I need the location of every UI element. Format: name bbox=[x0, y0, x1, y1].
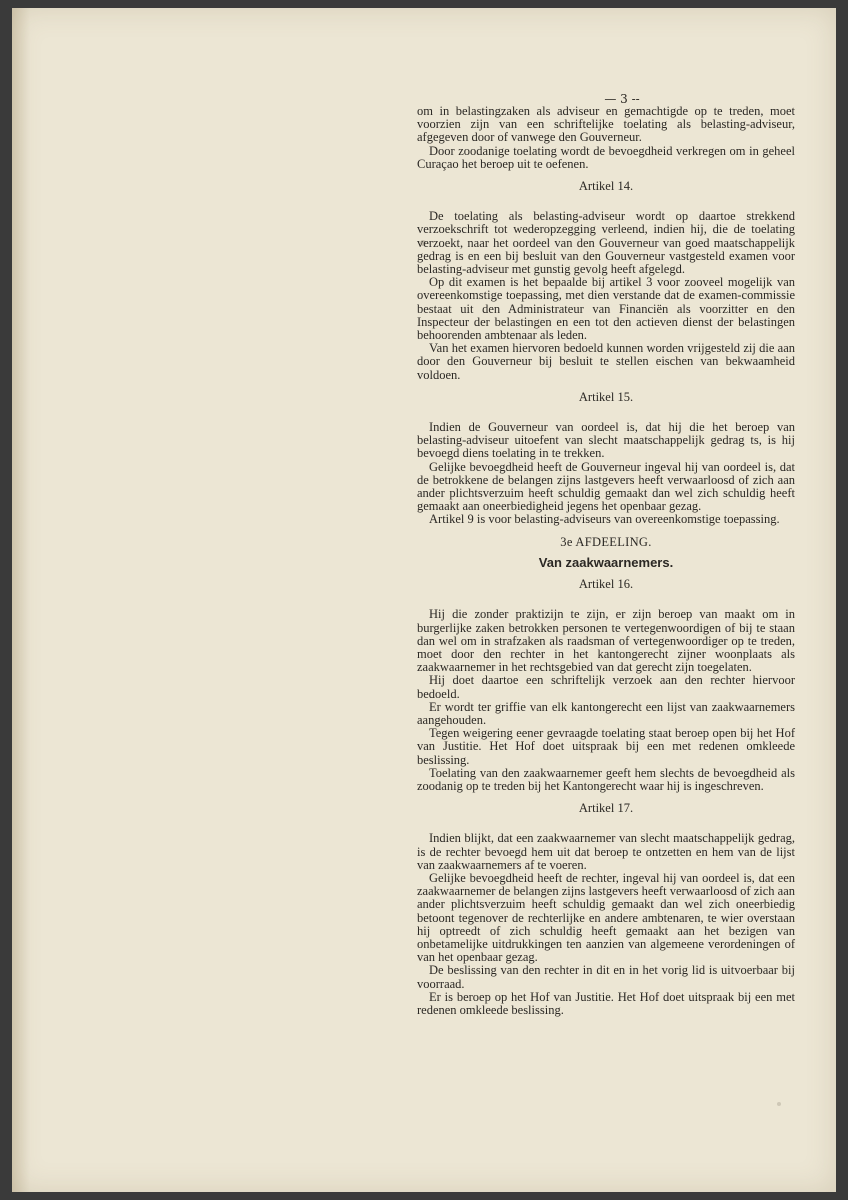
paragraph: Er is beroep op het Hof van Justitie. Het Hof doet uitspraak bij een met redenen omkleede beslissing. bbox=[417, 989, 795, 1017]
paragraph: Door zoodanige toelating wordt de bevoegdheid verkregen om in geheel Curaçao het beroep uit te oefenen. bbox=[417, 143, 795, 171]
article-heading: Artikel 16. bbox=[578, 577, 634, 592]
section-title: Van zaakwaarnemers. bbox=[538, 554, 674, 570]
paragraph: De toelating als belasting-adviseur wordt op daartoe strekkend verzoekschrift tot wederopzegging verleend, indien hij, die de toelating verzoekt, naar het oordeel van den Gouverneur van goed maatschappelijk gedrag is en een bij besluit van den Gouverneur vastgesteld examen voor belasting-adviseur met gunstig gevolg heeft afgelegd. bbox=[417, 209, 795, 277]
paragraph: Gelijke bevoegdheid heeft de rechter, ingeval hij van oordeel is, dat een zaakwaarnemer de belangen zijns lastgevers heeft verwaarloosd of zich aan ander plichtsverzuim heeft schuldig gemaakt dan wel zich oneerbiedig betoont tegenover de rechterlijke en andere ambtenaren, te wier overstaan hij optreedt of zich schuldig heeft gemaakt aan het bezigen van onbetamelijke uitdrukkingen ten aanzien van algemeene verordeningen of van het openbaar gezag. bbox=[417, 870, 795, 965]
paragraph: Hij die zonder praktizijn te zijn, er zijn beroep van maakt om in burgerlijke zaken betrokken personen te vertegenwoordigen of bij te staan dan wel om in strafzaken als raadsman of vertegenwoordiger op te treden, moet door den rechter in het kantongerecht zijner woonplaats als zaakwaarnemer in het rechtsgebied van dat gerecht zijn toegelaten. bbox=[417, 607, 795, 675]
paragraph: Indien de Gouverneur van oordeel is, dat hij die het beroep van belasting-adviseur uitoefent van slecht maatschappelijk gedrag ts, is hij bevoegd diens toelating in te trekken. bbox=[417, 420, 795, 461]
paragraph: om in belastingzaken als adviseur en gemachtigde op te treden, moet voorzien zijn van een schriftelijke toelating als belasting-adviseur, afgegeven door of vanwege den Gouverneur. bbox=[417, 104, 795, 145]
paragraph: Gelijke bevoegdheid heeft de Gouverneur ingeval hij van oordeel is, dat de betrokkene de belangen zijns lastgevers heeft verwaarloosd of zich aan ander plichtsverzuim heeft schuldig gemaakt dan wel zich schuldig heeft gemaakt aan oneerbiedigheid jegens het openbaar gezag. bbox=[417, 459, 795, 514]
paragraph: Er wordt ter griffie van elk kantongerecht een lijst van zaakwaarnemers aangehouden. bbox=[417, 699, 795, 727]
article-heading: Artikel 17. bbox=[578, 801, 634, 816]
paragraph: Van het examen hiervoren bedoeld kunnen worden vrijgesteld zij die aan door den Gouverneur bij besluit te stellen eischen van bekwaamheid voldoen. bbox=[417, 341, 795, 382]
paragraph: De beslissing van den rechter in dit en in het vorig lid is uitvoerbaar bij voorraad. bbox=[417, 963, 795, 991]
paragraph: Indien blijkt, dat een zaakwaarnemer van slecht maatschappelijk gedrag, is de rechter bevoegd hem uit dat beroep te ontzetten en hem van de lijst van zaakwaarnemers af te voeren. bbox=[417, 831, 795, 872]
paragraph: Op dit examen is het bepaalde bij artikel 3 voor zooveel mogelijk van overeenkomstige toepassing, met dien verstande dat de examen-commissie bestaat uit den Administrateur van Financiën als voorzitter en den Inspecteur der belastingen en een tot den actieven dienst der belastingen behoorenden ambtenaar als leden. bbox=[417, 275, 795, 343]
paragraph: Hij doet daartoe een schriftelijk verzoek aan den rechter hiervoor bedoeld. bbox=[417, 673, 795, 701]
article-heading: Artikel 14. bbox=[578, 179, 634, 194]
paper-speck bbox=[777, 1102, 781, 1106]
paragraph: Artikel 9 is voor belasting-adviseurs van overeenkomstige toepassing. bbox=[429, 512, 780, 527]
section-heading: 3e AFDEELING. bbox=[560, 534, 652, 549]
article-heading: Artikel 15. bbox=[578, 389, 634, 404]
text-column bbox=[417, 105, 795, 1017]
paragraph: Tegen weigering eener gevraagde toelating staat beroep open bij het Hof van Justitie. Het Hof doet uitspraak bij een met redenen omkleede beslissing. bbox=[417, 726, 795, 767]
page-number: — 3 -- bbox=[604, 92, 640, 106]
paragraph: Toelating van den zaakwaarnemer geeft hem slechts de bevoegdheid als zoodanig op te treden bij het Kantongerecht waar hij is ingeschreven. bbox=[417, 765, 795, 793]
